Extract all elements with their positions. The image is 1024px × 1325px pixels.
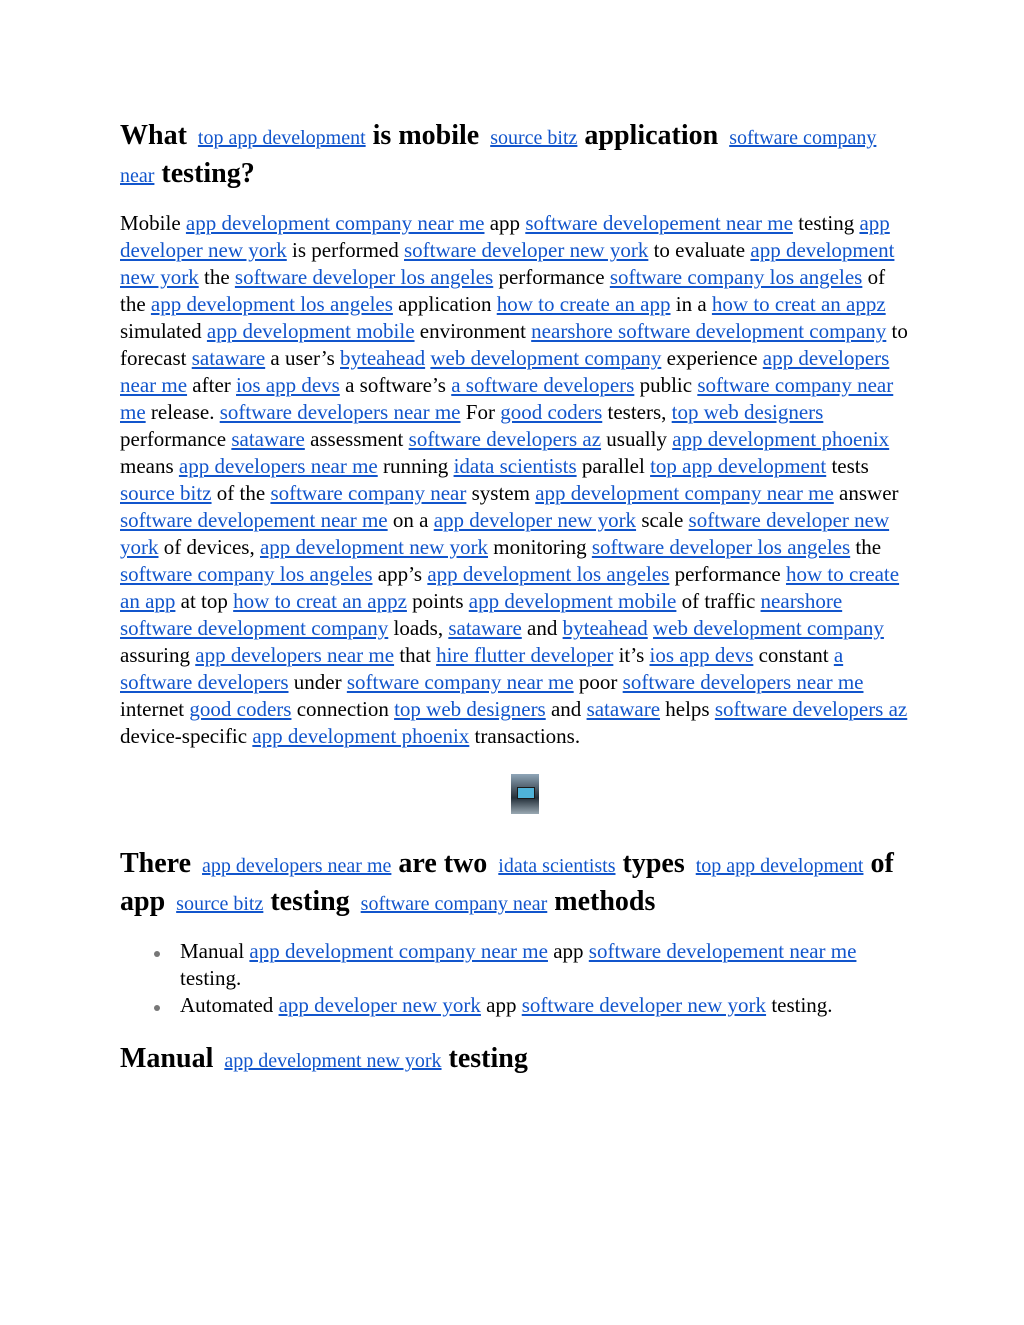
body-text: performance — [120, 427, 232, 451]
inline-link[interactable]: sataware — [586, 697, 661, 721]
inline-link[interactable]: ios app devs — [649, 643, 754, 667]
inline-link[interactable]: a software developers — [120, 643, 844, 694]
heading-text: testing — [448, 1043, 528, 1074]
heading-text: Manual — [120, 1043, 214, 1074]
body-text: testing — [792, 211, 860, 235]
body-text: under — [288, 670, 347, 694]
inline-link[interactable]: how to creat an appz — [233, 589, 407, 613]
body-text: loads, — [388, 616, 449, 640]
body-text: application — [392, 292, 497, 316]
body-text: simulated — [120, 319, 207, 343]
body-text: Manual — [180, 939, 250, 963]
heading-text: types — [622, 848, 685, 879]
body-text: environment — [414, 319, 532, 343]
body-text: transactions. — [469, 724, 581, 748]
body-text: after — [187, 373, 237, 397]
body-text: of traffic — [676, 589, 761, 613]
section-heading-types — [120, 846, 910, 922]
body-text: assuring — [120, 643, 196, 667]
body-text: Mobile — [120, 211, 186, 235]
inline-link[interactable]: app development company near me — [185, 211, 485, 235]
inline-link[interactable]: how to creat an appz — [711, 292, 886, 316]
inline-link[interactable]: software developement near me — [120, 508, 388, 532]
inline-link[interactable]: top app development — [650, 454, 827, 478]
body-text: system — [466, 481, 536, 505]
heading-text: methods — [554, 886, 656, 917]
heading-text: testing — [270, 886, 350, 917]
heading-text: are two — [398, 848, 488, 879]
inline-link[interactable]: app development phoenix — [672, 427, 890, 451]
body-text: testing. — [766, 993, 833, 1017]
inline-link[interactable]: how to create an app — [120, 562, 900, 613]
body-text: app’s — [372, 562, 428, 586]
list-item — [180, 992, 910, 1019]
body-text: constant — [753, 643, 834, 667]
body-text: of devices, — [158, 535, 260, 559]
heading-text: application — [584, 120, 719, 151]
inline-link[interactable]: software developer new york — [521, 993, 767, 1017]
phone-image — [511, 774, 539, 814]
inline-link[interactable]: app development los angeles — [427, 562, 670, 586]
body-text: scale — [636, 508, 689, 532]
inline-link[interactable]: app development mobile — [206, 319, 415, 343]
body-text: performance — [493, 265, 610, 289]
inline-link[interactable]: software developer los angeles — [591, 535, 851, 559]
inline-link[interactable]: app development los angeles — [150, 292, 393, 316]
inline-link[interactable]: software developement near me — [525, 211, 793, 235]
body-text: experience — [661, 346, 763, 370]
inline-link[interactable]: web development company — [652, 616, 884, 640]
body-text: poor — [573, 670, 623, 694]
heading-link[interactable]: source bitz — [176, 893, 264, 915]
body-text: public — [634, 373, 698, 397]
heading-link[interactable]: idata scientists — [498, 855, 616, 877]
inline-link[interactable]: app development phoenix — [252, 724, 470, 748]
inline-link[interactable]: sataware — [191, 346, 266, 370]
inline-link[interactable]: software developers az — [714, 697, 908, 721]
list-item — [180, 938, 910, 992]
body-text: answer — [833, 481, 899, 505]
inline-link[interactable]: a software developers — [451, 373, 635, 397]
body-text: running — [377, 454, 454, 478]
body-text: release. — [145, 400, 220, 424]
inline-link[interactable]: software company near me — [120, 373, 894, 424]
body-paragraph — [120, 210, 910, 750]
body-text: device-specific — [120, 724, 253, 748]
heading-text: What — [120, 120, 187, 151]
inline-link[interactable]: hire flutter developer — [436, 643, 614, 667]
body-text: testing. — [180, 966, 242, 990]
section-heading-manual — [120, 1041, 910, 1079]
body-text: a user’s — [265, 346, 341, 370]
inline-link[interactable]: app development mobile — [468, 589, 677, 613]
body-text: helps — [660, 697, 715, 721]
image-container — [120, 774, 910, 816]
inline-link[interactable]: ios app devs — [236, 373, 340, 397]
inline-link[interactable]: app developers near me — [120, 346, 890, 397]
inline-link[interactable]: software developers az — [408, 427, 602, 451]
inline-link[interactable]: how to create an app — [496, 292, 671, 316]
body-text: testers, — [602, 400, 672, 424]
inline-link[interactable]: software company near — [270, 481, 467, 505]
inline-link[interactable]: sataware — [231, 427, 305, 451]
body-text: tests — [826, 454, 869, 478]
inline-link[interactable]: software company near me — [346, 670, 574, 694]
body-text: on a — [387, 508, 434, 532]
inline-link[interactable]: byteahead — [562, 616, 648, 640]
body-text: it’s — [613, 643, 650, 667]
heading-link[interactable]: top app development — [695, 855, 864, 877]
body-text: usually — [601, 427, 673, 451]
inline-link[interactable]: software company los angeles — [609, 265, 863, 289]
inline-link[interactable]: app development company near me — [535, 481, 834, 505]
inline-link[interactable]: software developer new york — [404, 238, 649, 262]
inline-link[interactable]: byteahead — [340, 346, 426, 370]
body-text: parallel — [576, 454, 651, 478]
body-text: at top — [175, 589, 234, 613]
body-text: in a — [670, 292, 712, 316]
heading-text: of app — [120, 848, 894, 917]
body-text: the — [850, 535, 882, 559]
inline-link[interactable]: software company los angeles — [120, 562, 373, 586]
body-text: and — [521, 616, 563, 640]
heading-link[interactable]: app developers near me — [202, 855, 392, 877]
inline-link[interactable]: nearshore software development company — [531, 319, 887, 343]
body-text: monitoring — [488, 535, 592, 559]
body-text: performance — [669, 562, 786, 586]
inline-link[interactable]: good coders — [500, 400, 603, 424]
methods-list — [120, 938, 910, 1019]
body-text: is performed — [286, 238, 404, 262]
heading-link[interactable]: app development new york — [224, 1050, 442, 1072]
body-text: points — [406, 589, 469, 613]
inline-link[interactable]: app development new york — [120, 238, 895, 289]
heading-text: is mobile — [372, 120, 480, 151]
inline-link[interactable]: nearshore software development company — [120, 589, 843, 640]
body-text: that — [394, 643, 437, 667]
inline-link[interactable]: software developers near me — [219, 400, 461, 424]
inline-link[interactable]: source bitz — [120, 481, 212, 505]
body-text: Automated — [180, 993, 279, 1017]
inline-link[interactable]: top web designers — [671, 400, 824, 424]
inline-link[interactable]: top web designers — [394, 697, 546, 721]
body-text: to forecast — [120, 319, 908, 370]
body-text: of the — [120, 265, 886, 316]
body-text: app — [484, 211, 526, 235]
heading-link[interactable]: source bitz — [490, 127, 578, 149]
inline-link[interactable]: app development company near me — [249, 939, 548, 963]
inline-link[interactable]: app developer new york — [433, 508, 637, 532]
heading-link[interactable]: software company near — [120, 127, 877, 187]
inline-link[interactable]: sataware — [448, 616, 522, 640]
body-text: app — [547, 939, 589, 963]
inline-link[interactable]: app development new york — [259, 535, 488, 559]
body-text: of the — [211, 481, 271, 505]
body-text: assessment — [304, 427, 409, 451]
heading-link[interactable]: top app development — [197, 127, 366, 149]
heading-text: testing? — [161, 158, 255, 189]
heading-text: There — [120, 848, 192, 879]
body-text: to evaluate — [648, 238, 751, 262]
body-text: and — [545, 697, 587, 721]
section-heading-what — [120, 118, 910, 194]
inline-link[interactable]: software developer new york — [120, 508, 890, 559]
body-text: means — [120, 454, 179, 478]
body-text: app — [480, 993, 522, 1017]
inline-link[interactable]: app developers near me — [195, 643, 395, 667]
inline-link[interactable]: app developers near me — [178, 454, 378, 478]
body-text: For — [460, 400, 501, 424]
inline-link[interactable]: good coders — [189, 697, 292, 721]
inline-link[interactable]: web development company — [430, 346, 662, 370]
body-text: a software’s — [339, 373, 452, 397]
document-page — [120, 118, 910, 1079]
inline-link[interactable]: software developer los angeles — [234, 265, 494, 289]
inline-link[interactable]: app developer new york — [278, 993, 481, 1017]
heading-link[interactable]: software company near — [360, 893, 548, 915]
body-text: connection — [291, 697, 395, 721]
inline-link[interactable]: app developer new york — [120, 211, 890, 262]
inline-link[interactable]: idata scientists — [453, 454, 577, 478]
inline-link[interactable]: software developement near me — [588, 939, 857, 963]
body-text: internet — [120, 697, 190, 721]
body-text: the — [198, 265, 235, 289]
inline-link[interactable]: software developers near me — [622, 670, 864, 694]
